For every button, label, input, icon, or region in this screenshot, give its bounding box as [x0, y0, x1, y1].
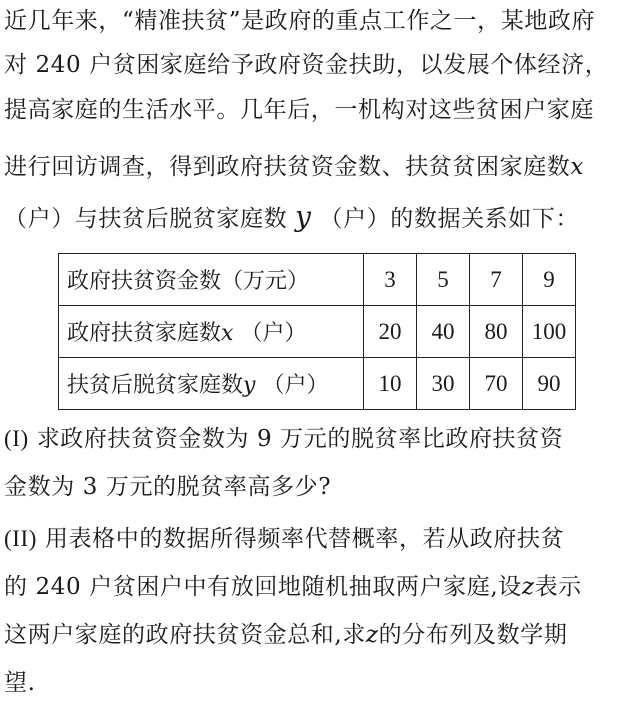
- intro-line-2: 对 240 户贫困家庭给予政府资金扶助，以发展个体经济，: [4, 52, 609, 78]
- table-cell: 30: [417, 358, 470, 410]
- question-2-line-3: [4, 620, 636, 650]
- row-header-unit: （户）: [262, 373, 329, 398]
- variable-z: z: [365, 622, 379, 648]
- row-header-funds: [59, 254, 364, 306]
- table-row: [59, 306, 576, 358]
- row-header-label: 扶贫后脱贫家庭数: [67, 373, 244, 398]
- question-2-line-2-text: 的 240 户贫困户中有放回地随机抽取两户家庭,设: [4, 574, 522, 600]
- question-2-line-2: [4, 572, 636, 602]
- table-cell: 40: [417, 306, 470, 358]
- intro-line-5: [4, 202, 636, 234]
- row-header-households: [59, 306, 364, 358]
- row-header-variable: y: [243, 373, 256, 398]
- data-table: [58, 253, 576, 410]
- question-2-line-3-part-a: 这两户家庭的政府扶贫资金总和,求: [4, 622, 366, 648]
- question-2-line-1: [4, 524, 636, 554]
- variable-y: y: [295, 200, 312, 233]
- table-row: [59, 254, 576, 306]
- question-2-text: 用表格中的数据所得频率代替概率，若从政府扶贫: [44, 526, 565, 552]
- row-header-unit: （户）: [240, 321, 307, 346]
- row-header-lifted: [59, 358, 364, 410]
- intro-line-5-part-b: （户）的数据关系如下：: [319, 206, 580, 232]
- question-2-label: (II): [4, 526, 38, 551]
- table-cell: 9: [523, 254, 576, 306]
- table-cell: 70: [470, 358, 523, 410]
- intro-line-4-text: 进行回访调查，得到政府扶贫资金数、扶贫贫困家庭数: [4, 154, 571, 180]
- row-header-label: 政府扶贫资金数（万元）: [67, 269, 310, 294]
- intro-line-3: 提高家庭的生活水平。几年后，一机构对这些贫困户家庭: [4, 97, 594, 123]
- table-cell: 7: [470, 254, 523, 306]
- question-2-line-3-part-b: 的分布列及数学期: [378, 622, 568, 648]
- variable-x: x: [570, 154, 584, 180]
- table-cell: 20: [364, 306, 417, 358]
- variable-z: z: [521, 574, 535, 600]
- table-row: [59, 358, 576, 410]
- question-1-line-2: 金数为 3 万元的脱贫率高多少?: [4, 474, 332, 500]
- table-cell: 80: [470, 306, 523, 358]
- row-header-label: 政府扶贫家庭数: [67, 321, 222, 346]
- question-2-line-2-end: 表示: [534, 574, 582, 600]
- table-cell: 90: [523, 358, 576, 410]
- intro-line-5-part-a: （户）与扶贫后脱贫家庭数: [4, 206, 288, 232]
- table-cell: 10: [364, 358, 417, 410]
- question-1-text: 求政府扶贫资金数为 9 万元的脱贫率比政府扶贫资: [36, 426, 564, 452]
- question-1-line-1: [4, 424, 636, 454]
- table-cell: 100: [523, 306, 576, 358]
- intro-line-1: 近几年来，“精准扶贫”是政府的重点工作之一，某地政府: [4, 8, 596, 34]
- table-cell: 5: [417, 254, 470, 306]
- intro-line-4: [4, 152, 636, 182]
- question-2-line-4: 望.: [4, 670, 36, 696]
- question-1-label: (I): [4, 426, 29, 451]
- row-header-variable: x: [221, 321, 234, 346]
- table-cell: 3: [364, 254, 417, 306]
